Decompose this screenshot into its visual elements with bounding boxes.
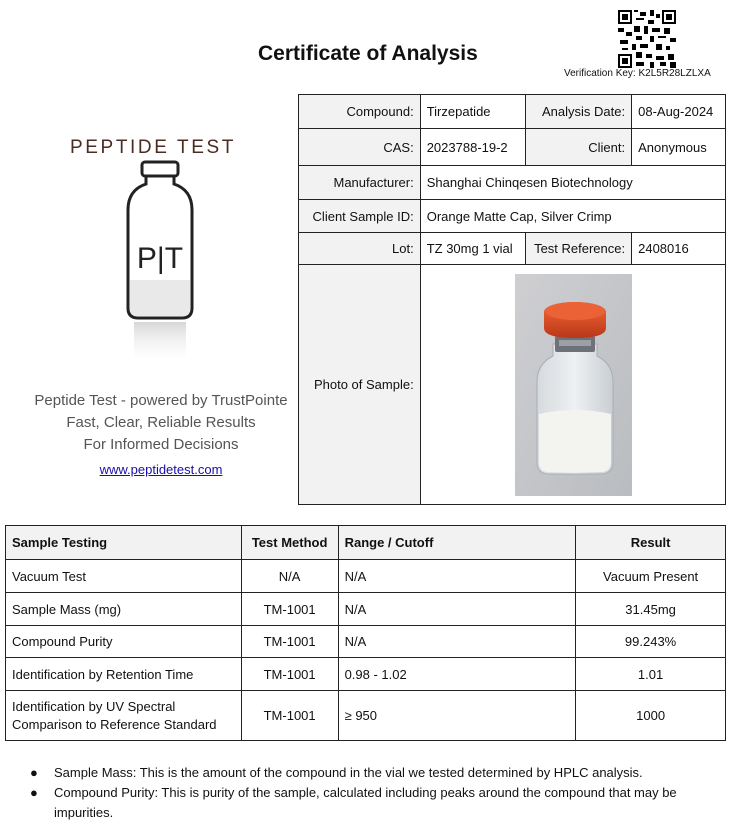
vial-logo-icon bbox=[120, 160, 200, 370]
analysis-date-value: 08-Aug-2024 bbox=[632, 95, 726, 129]
row-method: TM-1001 bbox=[241, 691, 338, 741]
test-reference-value: 2408016 bbox=[632, 233, 726, 265]
bullet-icon: ● bbox=[30, 765, 38, 780]
photo-cell bbox=[420, 265, 725, 505]
row-range: N/A bbox=[338, 626, 576, 658]
header-result: Result bbox=[576, 526, 726, 560]
row-test: Compound Purity bbox=[6, 626, 242, 658]
table-row bbox=[6, 560, 726, 593]
tagline-line-2: Fast, Clear, Reliable Results bbox=[66, 414, 256, 431]
qr-code bbox=[618, 10, 676, 68]
row-range: ≥ 950 bbox=[338, 691, 576, 741]
row-method: N/A bbox=[241, 560, 338, 593]
bullet-icon: ● bbox=[30, 785, 38, 800]
sample-id-value: Orange Matte Cap, Silver Crimp bbox=[420, 200, 725, 233]
row-method: TM-1001 bbox=[241, 593, 338, 626]
tagline-line-1: Peptide Test - powered by TrustPointe bbox=[34, 392, 288, 409]
row-test: Identification by UV Spectral Comparison to Reference Standard bbox=[6, 691, 242, 741]
row-result: Vacuum Present bbox=[576, 560, 726, 593]
row-result: 1.01 bbox=[576, 658, 726, 691]
client-label: Client: bbox=[526, 129, 632, 166]
header-test-method: Test Method bbox=[241, 526, 338, 560]
row-range: N/A bbox=[338, 560, 576, 593]
lot-label: Lot: bbox=[299, 233, 421, 265]
row-range: N/A bbox=[338, 593, 576, 626]
website-link[interactable]: www.peptidetest.com bbox=[99, 462, 223, 477]
cas-label: CAS: bbox=[299, 129, 421, 166]
note-text: Sample Mass: This is the amount of the compound in the vial we tested determined by HPLC analysis. bbox=[54, 765, 643, 780]
header-sample-testing: Sample Testing bbox=[6, 526, 242, 560]
header-range-cutoff: Range / Cutoff bbox=[338, 526, 576, 560]
row-result: 31.45mg bbox=[576, 593, 726, 626]
row-result: 1000 bbox=[576, 691, 726, 741]
row-method: TM-1001 bbox=[241, 658, 338, 691]
page-title: Certificate of Analysis bbox=[258, 42, 478, 65]
cas-value: 2023788-19-2 bbox=[420, 129, 526, 166]
compound-value: Tirzepatide bbox=[420, 95, 526, 129]
photo-label: Photo of Sample: bbox=[299, 265, 421, 505]
manufacturer-label: Manufacturer: bbox=[299, 166, 421, 200]
sample-info-table bbox=[298, 94, 726, 505]
row-test: Identification by Retention Time bbox=[6, 658, 242, 691]
row-test: Vacuum Test bbox=[6, 560, 242, 593]
table-row bbox=[6, 691, 726, 741]
manufacturer-value: Shanghai Chinqesen Biotechnology bbox=[420, 166, 725, 200]
tagline-line-3: For Informed Decisions bbox=[83, 436, 239, 453]
table-row bbox=[6, 593, 726, 626]
row-result: 99.243% bbox=[576, 626, 726, 658]
sample-id-label: Client Sample ID: bbox=[299, 200, 421, 233]
compound-label: Compound: bbox=[299, 95, 421, 129]
row-test: Sample Mass (mg) bbox=[6, 593, 242, 626]
list-item bbox=[22, 763, 722, 783]
notes-list bbox=[22, 763, 722, 823]
note-text: Compound Purity: This is purity of the sample, calculated including peaks around the compound that may be impurities. bbox=[54, 785, 677, 820]
brand-name: PEPTIDE TEST bbox=[70, 137, 236, 158]
lot-value: TZ 30mg 1 vial bbox=[420, 233, 526, 265]
sample-photo bbox=[515, 274, 632, 496]
analysis-date-label: Analysis Date: bbox=[526, 95, 632, 129]
table-row bbox=[6, 626, 726, 658]
vial-monogram: P|T bbox=[136, 242, 184, 275]
row-method: TM-1001 bbox=[241, 626, 338, 658]
table-row bbox=[6, 658, 726, 691]
verification-key: Verification Key: K2L5R28LZLXA bbox=[564, 68, 711, 79]
list-item bbox=[22, 783, 722, 823]
row-range: 0.98 - 1.02 bbox=[338, 658, 576, 691]
test-reference-label: Test Reference: bbox=[526, 233, 632, 265]
results-table bbox=[5, 525, 726, 741]
client-value: Anonymous bbox=[632, 129, 726, 166]
